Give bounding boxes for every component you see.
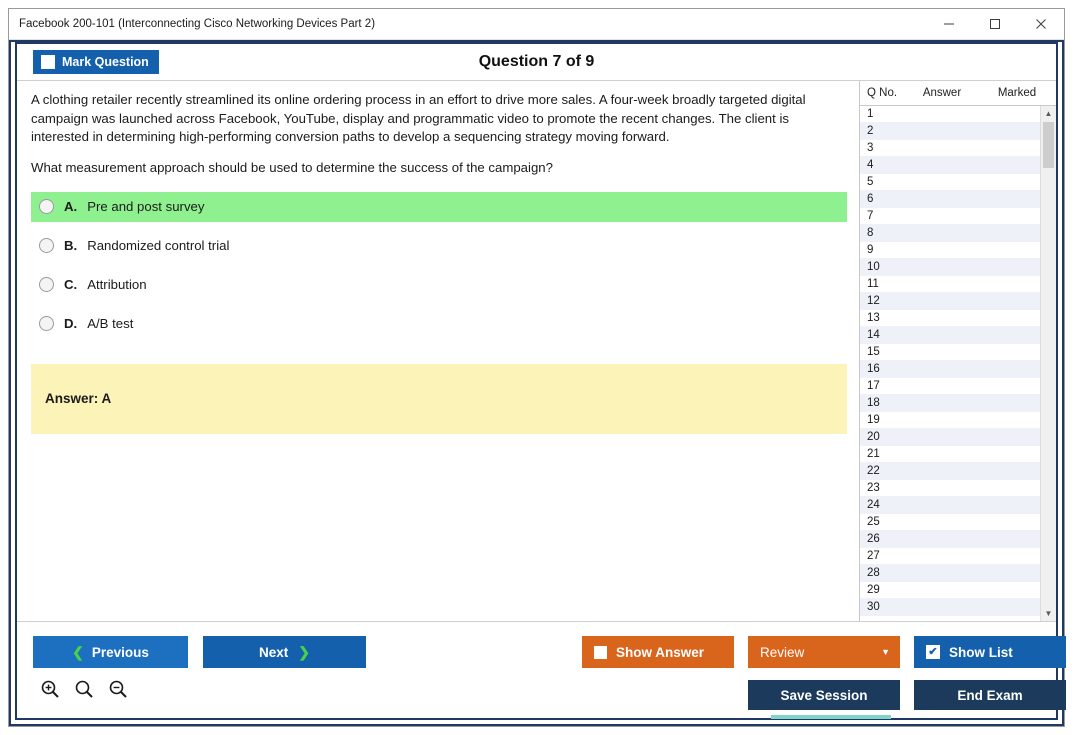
chevron-down-icon: ▼ bbox=[881, 647, 890, 657]
question-list-scrollbar[interactable] bbox=[1040, 106, 1056, 621]
chevron-left-icon: ❮ bbox=[72, 643, 84, 660]
mark-question-button[interactable] bbox=[33, 50, 159, 74]
window-title: Facebook 200-101 (Interconnecting Cisco Networking Devices Part 2) bbox=[19, 18, 376, 30]
row-question-number: 26 bbox=[867, 533, 880, 545]
table-row[interactable] bbox=[860, 293, 1040, 310]
save-session-label: Save Session bbox=[780, 687, 868, 703]
row-question-number: 17 bbox=[867, 380, 880, 392]
table-row[interactable] bbox=[860, 378, 1040, 395]
end-exam-button[interactable] bbox=[914, 680, 1066, 710]
zoom-controls bbox=[39, 678, 129, 700]
question-list-panel bbox=[859, 81, 1056, 621]
table-row[interactable] bbox=[860, 191, 1040, 208]
review-label: Review bbox=[760, 644, 805, 660]
table-row[interactable] bbox=[860, 123, 1040, 140]
previous-button[interactable] bbox=[33, 636, 188, 668]
row-question-number: 4 bbox=[867, 159, 874, 171]
review-dropdown[interactable] bbox=[748, 636, 900, 668]
table-row[interactable] bbox=[860, 327, 1040, 344]
window-controls bbox=[926, 9, 1064, 39]
show-answer-label: Show Answer bbox=[616, 644, 705, 660]
table-row[interactable] bbox=[860, 582, 1040, 599]
answer-options bbox=[31, 192, 847, 339]
minimize-icon[interactable] bbox=[926, 9, 972, 39]
row-question-number: 9 bbox=[867, 244, 874, 256]
show-list-checkbox-icon: ✔ bbox=[926, 645, 940, 659]
row-question-number: 19 bbox=[867, 414, 880, 426]
table-row[interactable] bbox=[860, 157, 1040, 174]
question-list-body bbox=[860, 106, 1056, 621]
end-exam-label: End Exam bbox=[957, 687, 1023, 703]
zoom-in-icon[interactable] bbox=[39, 678, 61, 700]
row-question-number: 11 bbox=[867, 278, 879, 290]
next-label: Next bbox=[259, 644, 289, 660]
row-question-number: 23 bbox=[867, 482, 880, 494]
row-question-number: 10 bbox=[867, 261, 880, 273]
table-row[interactable] bbox=[860, 174, 1040, 191]
column-header-qno: Q No. bbox=[867, 87, 898, 99]
row-question-number: 16 bbox=[867, 363, 880, 375]
exam-frame bbox=[15, 42, 1058, 720]
mark-question-checkbox-icon bbox=[41, 55, 55, 69]
option-a[interactable] bbox=[31, 192, 847, 222]
scrollbar-track[interactable] bbox=[1041, 121, 1056, 606]
table-row[interactable] bbox=[860, 463, 1040, 480]
answer-reveal-box bbox=[31, 364, 847, 434]
table-row[interactable] bbox=[860, 531, 1040, 548]
scroll-up-icon[interactable]: ▲ bbox=[1041, 106, 1056, 121]
table-row[interactable] bbox=[860, 242, 1040, 259]
table-row[interactable] bbox=[860, 446, 1040, 463]
close-icon[interactable] bbox=[1018, 9, 1064, 39]
table-row[interactable] bbox=[860, 225, 1040, 242]
content-area bbox=[17, 81, 1056, 621]
show-list-label: Show List bbox=[949, 644, 1013, 660]
row-question-number: 21 bbox=[867, 448, 880, 460]
row-question-number: 5 bbox=[867, 176, 874, 188]
question-header bbox=[17, 44, 1056, 81]
table-row[interactable] bbox=[860, 565, 1040, 582]
row-question-number: 2 bbox=[867, 125, 874, 137]
show-answer-checkbox-icon bbox=[594, 646, 607, 659]
row-question-number: 6 bbox=[867, 193, 874, 205]
row-question-number: 22 bbox=[867, 465, 880, 477]
row-question-number: 12 bbox=[867, 295, 880, 307]
zoom-out-icon[interactable] bbox=[107, 678, 129, 700]
option-b[interactable] bbox=[31, 231, 847, 261]
table-row[interactable] bbox=[860, 140, 1040, 157]
question-paragraph-1: A clothing retailer recently streamlined its online ordering process in an effort to drive more sales. A four-week broadly targeted digital campaign was launched across Facebook, YouTube, display and programmatic video to promote the recent changes. The client is interested in determining high-performing conversion paths to develop a sequencing strategy moving forward. bbox=[31, 92, 806, 145]
table-row[interactable] bbox=[860, 497, 1040, 514]
exam-window bbox=[8, 8, 1065, 727]
maximize-icon[interactable] bbox=[972, 9, 1018, 39]
table-row[interactable] bbox=[860, 310, 1040, 327]
radio-icon-a[interactable] bbox=[39, 199, 54, 214]
table-row[interactable] bbox=[860, 429, 1040, 446]
table-row[interactable] bbox=[860, 548, 1040, 565]
table-row[interactable] bbox=[860, 259, 1040, 276]
option-d[interactable] bbox=[31, 309, 847, 339]
table-row[interactable] bbox=[860, 599, 1040, 616]
row-question-number: 18 bbox=[867, 397, 880, 409]
page-title: Question 7 of 9 bbox=[478, 53, 595, 70]
row-question-number: 1 bbox=[867, 108, 874, 120]
row-question-number: 27 bbox=[867, 550, 880, 562]
exam-body bbox=[9, 40, 1064, 726]
table-row[interactable] bbox=[860, 514, 1040, 531]
option-c-text: Attribution bbox=[87, 277, 147, 293]
table-row[interactable] bbox=[860, 276, 1040, 293]
row-question-number: 8 bbox=[867, 227, 874, 239]
option-d-letter: D. bbox=[64, 316, 78, 332]
previous-label: Previous bbox=[91, 644, 149, 660]
option-b-text: Randomized control trial bbox=[87, 238, 230, 254]
question-pane bbox=[17, 81, 859, 621]
table-row[interactable] bbox=[860, 208, 1040, 225]
radio-icon-d[interactable] bbox=[39, 316, 54, 331]
radio-icon-b[interactable] bbox=[39, 238, 54, 253]
show-list-button[interactable] bbox=[914, 636, 1066, 668]
row-question-number: 15 bbox=[867, 346, 880, 358]
row-question-number: 28 bbox=[867, 567, 880, 579]
answer-text: Answer: A bbox=[45, 391, 112, 407]
chevron-right-icon: ❯ bbox=[298, 643, 310, 660]
title-bar bbox=[9, 9, 1064, 40]
mark-question-label: Mark Question bbox=[62, 54, 149, 69]
table-row[interactable] bbox=[860, 106, 1040, 123]
option-c-letter: C. bbox=[64, 277, 78, 293]
row-question-number: 13 bbox=[867, 312, 880, 324]
question-list-header bbox=[860, 81, 1056, 106]
table-row[interactable] bbox=[860, 361, 1040, 378]
option-a-letter: A. bbox=[64, 199, 78, 215]
row-question-number: 14 bbox=[867, 329, 880, 341]
scroll-down-icon[interactable]: ▼ bbox=[1041, 606, 1056, 621]
row-question-number: 30 bbox=[867, 601, 880, 613]
table-row[interactable] bbox=[860, 344, 1040, 361]
scrollbar-thumb[interactable] bbox=[1043, 122, 1054, 168]
option-c[interactable] bbox=[31, 270, 847, 300]
zoom-reset-icon[interactable] bbox=[73, 678, 95, 700]
next-button[interactable] bbox=[203, 636, 366, 668]
question-paragraph-2: What measurement approach should be used to determine the success of the campaign? bbox=[31, 160, 553, 176]
row-question-number: 20 bbox=[867, 431, 880, 443]
option-b-letter: B. bbox=[64, 238, 78, 254]
option-d-text: A/B test bbox=[87, 316, 134, 332]
table-row[interactable] bbox=[860, 395, 1040, 412]
row-question-number: 25 bbox=[867, 516, 880, 528]
save-session-button[interactable] bbox=[748, 680, 900, 710]
show-answer-button[interactable] bbox=[582, 636, 734, 668]
column-header-marked: Marked bbox=[997, 87, 1037, 99]
row-question-number: 7 bbox=[867, 210, 874, 222]
table-row[interactable] bbox=[860, 412, 1040, 429]
question-list-rows[interactable] bbox=[860, 106, 1040, 621]
row-question-number: 29 bbox=[867, 584, 880, 596]
radio-icon-c[interactable] bbox=[39, 277, 54, 292]
column-header-answer: Answer bbox=[922, 87, 962, 99]
decorative-strip bbox=[771, 715, 891, 719]
option-a-text: Pre and post survey bbox=[87, 199, 205, 215]
table-row[interactable] bbox=[860, 480, 1040, 497]
footer-toolbar bbox=[17, 621, 1056, 718]
row-question-number: 24 bbox=[867, 499, 880, 511]
row-question-number: 3 bbox=[867, 142, 874, 154]
